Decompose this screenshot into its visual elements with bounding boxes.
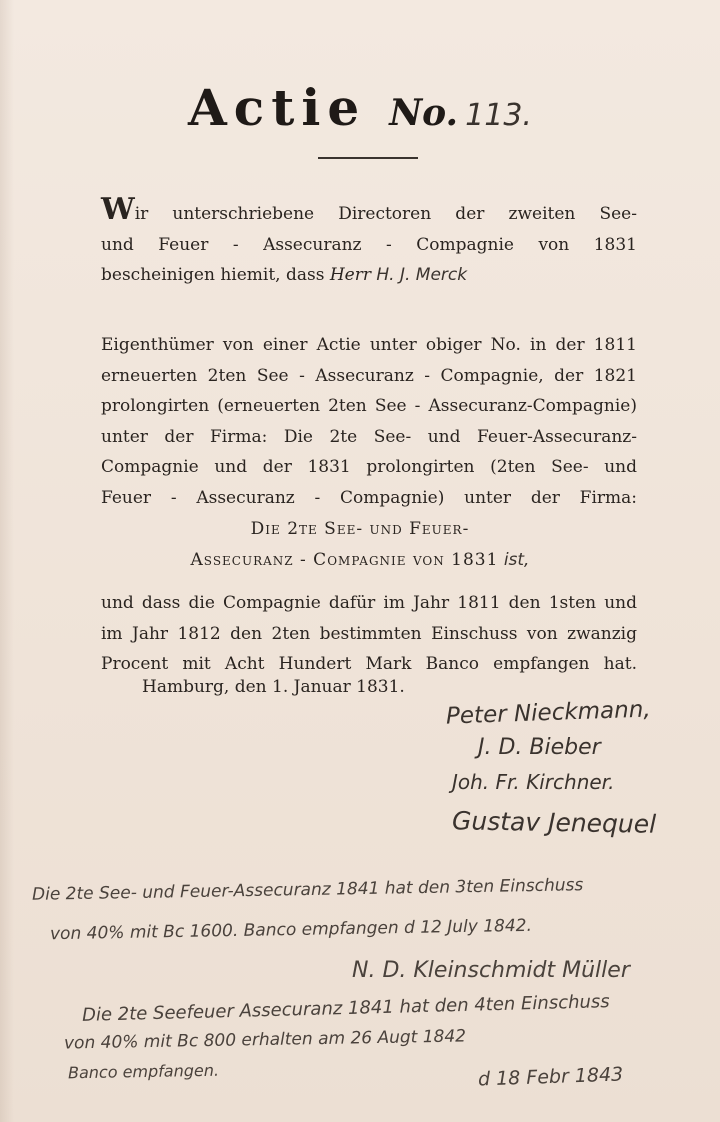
payment-line: und dass die Compagnie dafür im Jahr 1811 den 1sten und — [101, 593, 637, 613]
handwritten-note-6: Banco empfangen. — [67, 1060, 220, 1083]
ownership-line: Compagnie und der 1831 prolongirten (2ten See- und — [101, 457, 637, 477]
payment-line: Procent mit Acht Hundert Mark Banco empfangen hat. — [101, 654, 637, 674]
firm-handwritten-ist: ist, — [503, 550, 530, 570]
title-word: Actie — [188, 78, 367, 137]
handwritten-note-5: von 40% mit Bc 800 erhalten am 26 Augt 1842 — [63, 1026, 467, 1054]
paragraph-payment — [101, 588, 637, 680]
payment-line: im Jahr 1812 den 2ten bestimmten Einschuss von zwanzig — [101, 623, 637, 644]
handwritten-note-7: d 18 Febr 1843 — [477, 1063, 624, 1091]
title-no-label: No. — [389, 92, 459, 134]
handwritten-note-4: Die 2te Seefeuer Assecuranz 1841 hat den 4ten Einschuss — [81, 991, 610, 1026]
signature-4: Gustav Jenequel — [451, 806, 657, 839]
signature-3: Joh. Fr. Kirchner. — [452, 770, 615, 794]
signature-1: Peter Nieckmann, — [445, 696, 652, 730]
intro-line-3 — [101, 260, 637, 291]
firm-name-line-1 — [0, 514, 720, 545]
herr-label: Herr — [329, 265, 371, 285]
ownership-line: Eigenthümer von einer Actie unter obiger No. in der 1811 — [101, 335, 637, 355]
paragraph-intro — [101, 192, 637, 291]
certificate-title — [0, 78, 720, 137]
paragraph-ownership — [101, 330, 637, 513]
firm-name-line-2 — [0, 545, 720, 576]
handwritten-note-1: Die 2te See- und Feuer-Assecuranz 1841 hat den 3ten Einschuss — [31, 875, 584, 905]
ownership-line: Feuer - Assecuranz - Compagnie) unter der Firma: — [101, 487, 637, 508]
intro-line-3-prefix: bescheinigen hiemit, dass — [101, 265, 325, 285]
ownership-line: erneuerten 2ten See - Assecuranz - Compagnie, der 1821 — [101, 365, 637, 386]
intro-line-2: und Feuer - Assecuranz - Compagnie von 1831 — [101, 234, 637, 255]
signature-2: J. D. Bieber — [478, 735, 601, 760]
title-divider — [318, 157, 418, 159]
ownership-line: prolongirten (erneuerten 2ten See - Assecuranz-Compagnie) — [101, 396, 637, 416]
handwritten-note-3: N. D. Kleinschmidt Müller — [352, 958, 630, 983]
intro-line-1-text: ir unterschriebene Directoren der zweiten See- — [134, 204, 637, 224]
firm-line-1-text: Die 2te See- und Feuer- — [250, 519, 470, 539]
ownership-line: unter der Firma: Die 2te See- und Feuer-Assecuranz- — [101, 426, 637, 447]
place-date: Hamburg, den 1. Januar 1831. — [142, 677, 405, 697]
handwritten-note-2: von 40% mit Bc 1600. Banco empfangen d 12 July 1842. — [49, 915, 533, 945]
firm-line-2-text: Assecuranz - Compagnie von 1831 — [190, 550, 499, 570]
handwritten-share-number: 113. — [465, 98, 532, 133]
owner-name-handwritten: H. J. Merck — [376, 265, 468, 285]
intro-line-1: Wir unterschriebene Directoren der zweiten See- — [101, 192, 637, 227]
